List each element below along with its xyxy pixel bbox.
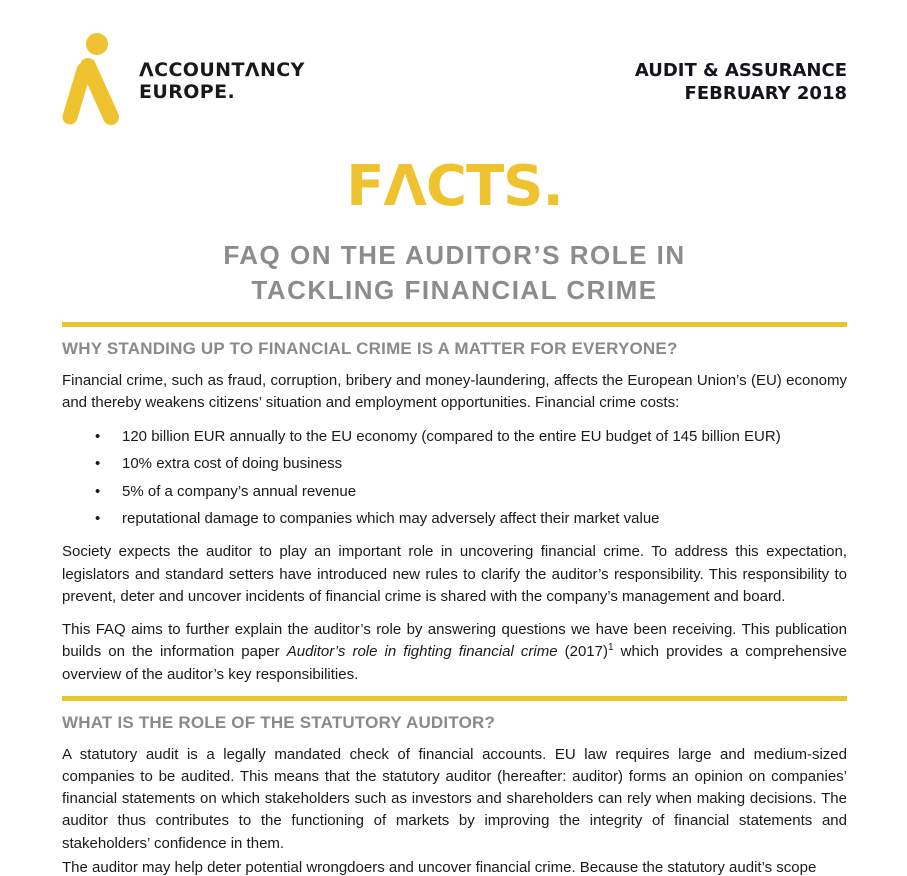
list-item: • reputational damage to companies which may adversely affect their market value — [122, 508, 847, 530]
paragraph-faq-purpose-text: This FAQ aims to further explain the auditor’s role by answering questions we have been receiving. This publication builds on the information paper — [62, 621, 847, 661]
section-heading-financial-crime: WHY STANDING UP TO FINANCIAL CRIME IS A MATTER FOR EVERYONE? — [62, 338, 678, 358]
brand-name-line2: EUROPE. — [139, 81, 236, 103]
brand-name-line1: ΛCCOUNTΛNCY — [139, 59, 305, 81]
publication-info — [635, 59, 847, 105]
list-item: • 10% extra cost of doing business — [122, 453, 847, 475]
paragraph-society-expectation: Society expects the auditor to play an important role in uncovering financial crime. To address this expectation, legislators and standard setters have introduced new rules to clarify the auditor’s responsibility. This responsibility to prevent, deter and uncover incidents of financial crime is shared with the company’s management and board. — [62, 543, 847, 605]
paper-year: (2017) — [557, 643, 608, 661]
accountancy-europe-logo — [62, 33, 305, 125]
document-title-line1: FAQ ON THE AUDITOR’S ROLE IN — [223, 240, 686, 270]
page-header — [62, 33, 847, 127]
footnote-marker: 1 — [608, 642, 614, 654]
referenced-paper-title: Auditor’s role in fighting financial crime — [286, 643, 558, 661]
paragraph-intro: Financial crime, such as fraud, corruption, bribery and money-laundering, affects the European Union’s (EU) economy and thereby weakens citizens’ situation and employment opportunities. Financial crime costs: — [62, 371, 847, 411]
brand-name — [139, 59, 305, 103]
cost-bullet-list — [62, 426, 847, 530]
publication-category: AUDIT & ASSURANCE — [634, 60, 847, 81]
section-divider — [62, 322, 847, 327]
list-item: • 120 billion EUR annually to the EU economy (compared to the entire EU budget of 145 billion EUR) — [122, 426, 847, 448]
publication-date: FEBRUARY 2018 — [684, 83, 847, 104]
document-title — [62, 238, 847, 308]
list-item: • 5% of a company’s annual revenue — [122, 481, 847, 503]
accountancy-europe-logo-icon — [62, 33, 122, 125]
facts-wordmark: FΛCTS. — [346, 154, 563, 219]
paragraph-faq-purpose — [62, 619, 847, 686]
paragraph-statutory-audit: A statutory audit is a legally mandated check of financial accounts. EU law requires large and medium-sized companies to be audited. This means that the statutory auditor (hereafter: auditor) forms an opinion on companies’ financial statements on which stakeholders such as investors and shareholders can rely when making decisions. The auditor thus contributes to the functioning of markets by improving the integrity of financial statements and stakeholders’ confidence in them. — [62, 745, 847, 852]
document-title-line2: TACKLING FINANCIAL CRIME — [251, 275, 658, 305]
section-divider — [62, 696, 847, 701]
paragraph-faq-purpose-end: which provides a comprehensive overview of the auditor’s key responsibilities. — [62, 643, 848, 683]
section-heading-statutory-auditor: WHAT IS THE ROLE OF THE STATUTORY AUDITOR? — [62, 712, 496, 732]
paragraph-deterrence-clipped: The auditor may help deter potential wrongdoers and uncover financial crime. Because the statutory audit’s scope — [62, 859, 817, 876]
